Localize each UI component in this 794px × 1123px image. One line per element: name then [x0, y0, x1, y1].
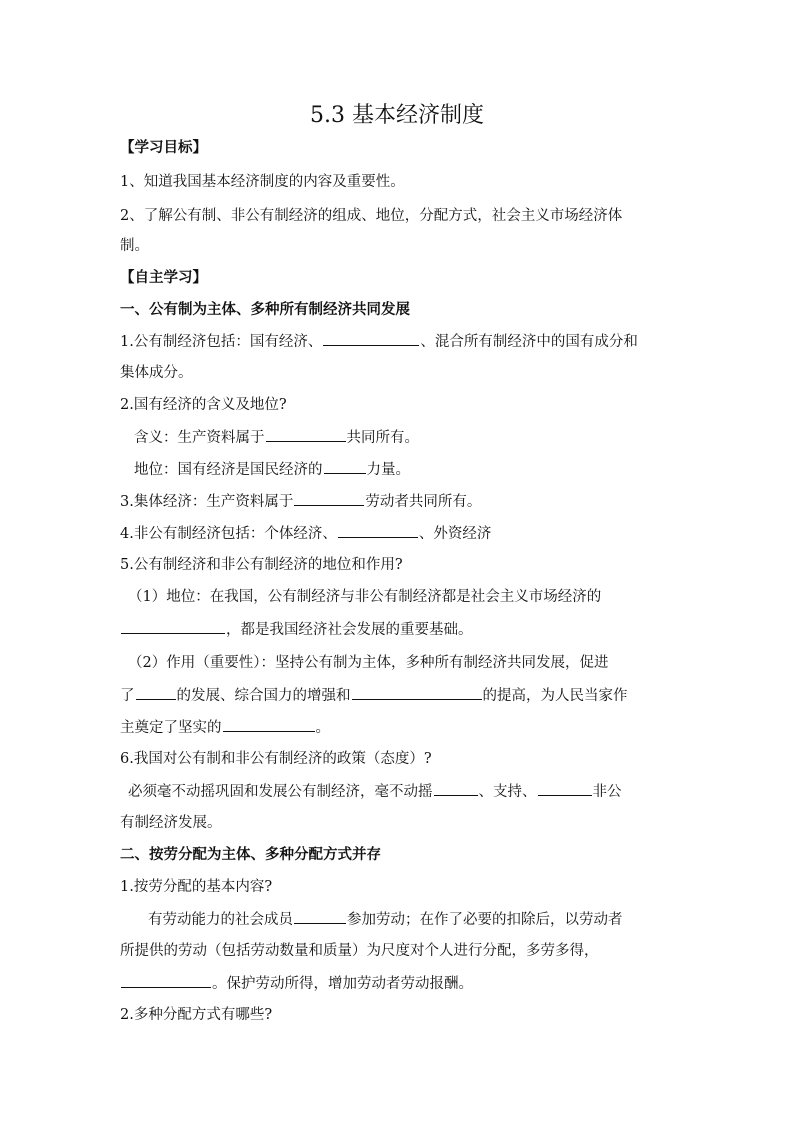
section-2-question-1-line-3	[120, 973, 680, 994]
section-1-heading: 一、公有制为主体、多种所有制经济共同发展	[120, 301, 410, 318]
question-text: 4.非公有制经济包括：个体经济、	[120, 526, 337, 542]
question-6-line-1	[128, 781, 688, 802]
fill-blank[interactable]	[121, 619, 225, 634]
fill-blank[interactable]	[324, 459, 366, 474]
section-2-question-1-line-2: 所提供的劳动（包括劳动数量和质量）为尺度对个人进行分配，多劳多得，	[120, 943, 599, 959]
question-text: 了	[120, 688, 135, 704]
question-text: 、外资经济	[418, 526, 492, 542]
question-1-line-1	[120, 331, 680, 352]
fill-blank[interactable]	[121, 973, 211, 988]
question-text: 主奠定了坚实的	[120, 720, 222, 736]
question-text: 含义：生产资料属于	[134, 430, 265, 446]
question-text: 共同所有。	[346, 430, 419, 446]
question-text: 1.公有制经济包括：国有经济、	[120, 334, 323, 350]
fill-blank[interactable]	[338, 523, 418, 538]
question-text: 、混合所有制经济中的国有成分和	[420, 334, 638, 350]
question-5: 5.公有制经济和非公有制经济的地位和作用?	[120, 557, 403, 573]
section-2-question-1: 1.按劳分配的基本内容?	[120, 879, 273, 895]
question-text: ，都是我国经济社会发展的重要基础。	[226, 622, 473, 638]
objectives-heading: 【学习目标】	[120, 139, 207, 156]
self-study-heading: 【自主学习】	[120, 269, 207, 286]
section-2-question-1-line-1	[148, 909, 708, 930]
fill-blank[interactable]	[266, 427, 346, 442]
question-text: 参加劳动；在作了必要的扣除后，以劳动者	[347, 912, 623, 928]
fill-blank[interactable]	[323, 331, 419, 346]
question-5-2-line-1: （2）作用（重要性）：坚持公有制为主体，多种所有制经济共同发展，促进	[128, 655, 609, 671]
question-text: 力量。	[366, 462, 410, 478]
question-text: 有劳动能力的社会成员	[148, 912, 293, 928]
fill-blank[interactable]	[434, 781, 478, 796]
question-2-meaning	[134, 427, 694, 448]
fill-blank[interactable]	[294, 909, 346, 924]
fill-blank[interactable]	[294, 491, 364, 506]
question-text: 必须毫不动摇巩固和发展公有制经济，毫不动摇	[128, 784, 433, 800]
objective-item-2-line-2: 制。	[120, 238, 149, 254]
page-title: 5.3 基本经济制度	[310, 103, 484, 128]
question-4	[120, 523, 680, 544]
section-2-question-2: 2.多种分配方式有哪些?	[120, 1007, 273, 1023]
question-text: 。保护劳动所得，增加劳动者劳动报酬。	[212, 976, 473, 992]
fill-blank[interactable]	[352, 685, 482, 700]
question-2: 2.国有经济的含义及地位?	[120, 397, 287, 413]
fill-blank[interactable]	[223, 717, 315, 732]
question-5-1-line-2	[120, 619, 680, 640]
question-5-1-line-1: （1）地位：在我国，公有制经济与非公有制经济都是社会主义市场经济的	[128, 589, 602, 605]
question-2-status	[134, 459, 694, 480]
question-6: 6.我国对公有制和非公有制经济的政策（态度）?	[120, 751, 432, 767]
question-text: 的发展、综合国力的增强和	[176, 688, 351, 704]
question-text: 地位：国有经济是国民经济的	[134, 462, 323, 478]
question-3	[120, 491, 680, 512]
question-1-line-2: 集体成分。	[120, 365, 193, 381]
question-text: 劳动者共同所有。	[365, 494, 482, 510]
question-text: 、支持、	[478, 784, 537, 800]
question-text: 3.集体经济：生产资料属于	[120, 494, 294, 510]
question-5-2-line-3	[120, 717, 680, 738]
section-2-heading: 二、按劳分配为主体、多种分配方式并存	[120, 846, 381, 863]
fill-blank[interactable]	[136, 685, 176, 700]
question-6-line-2: 有制经济发展。	[120, 815, 222, 831]
question-text: 的提高，为人民当家作	[482, 688, 628, 704]
objective-item-2-line-1: 2、了解公有制、非公有制经济的组成、地位，分配方式，社会主义市场经济体	[120, 208, 623, 224]
question-text: 非公	[592, 784, 622, 800]
question-5-2-line-2	[120, 685, 680, 706]
fill-blank[interactable]	[538, 781, 592, 796]
objective-item-1: 1、知道我国基本经济制度的内容及重要性。	[120, 174, 405, 190]
question-text: 。	[315, 720, 330, 736]
